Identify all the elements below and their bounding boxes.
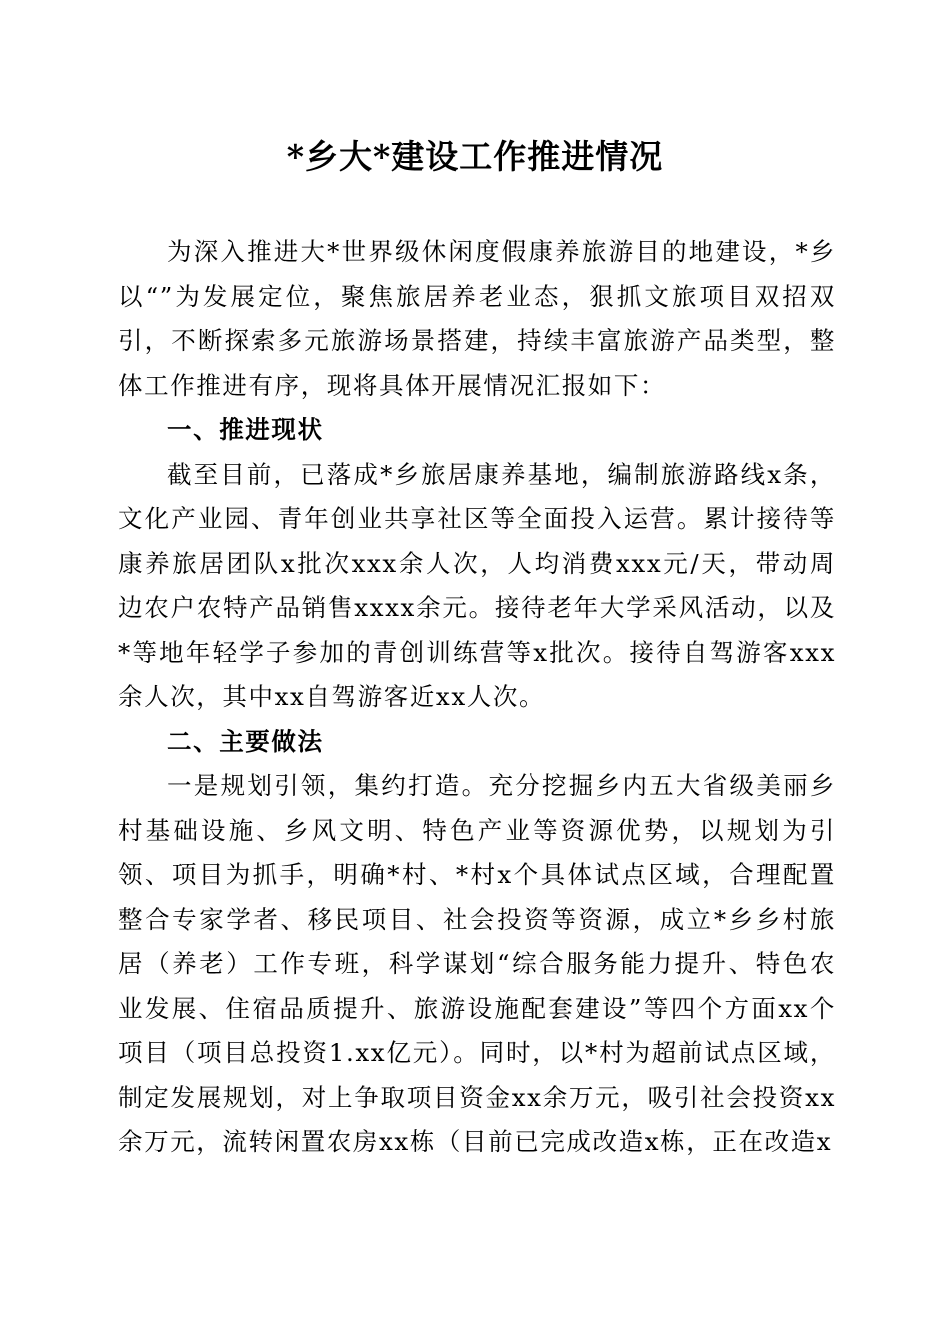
- intro-paragraph: 为深入推进大*世界级休闲度假康养旅游目的地建设，*乡以“”为发展定位，聚焦旅居养老业态，狠抓文旅项目双招双引，不断探索多元旅游场景搭建，持续丰富旅游产品类型，整体工作推进有序，现将具体开展情况汇报如下：: [118, 237, 836, 400]
- document-title: *乡大*建设工作推进情况: [286, 137, 664, 176]
- methods-paragraph: 一是规划引领，集约打造。充分挖掘乡内五大省级美丽乡村基础设施、乡风文明、特色产业等资源优势，以规划为引领、项目为抓手，明确*村、*村x个具体试点区域，合理配置整合专家学者、移民项目、社会投资等资源，成立*乡乡村旅居（养老）工作专班，科学谋划“综合服务能力提升、特色农业发展、住宿品质提升、旅游设施配套建设”等四个方面xx个项目（项目总投资1.xx亿元）。同时，以*村为超前试点区域，制定发展规划，对上争取项目资金xx余万元，吸引社会投资xx余万元，流转闲置农房xx栋（目前已完成改造x栋，正在改造x: [118, 771, 836, 1156]
- status-paragraph: 截至目前，已落成*乡旅居康养基地，编制旅游路线x条，文化产业园、青年创业共享社区等全面投入运营。累计接待等康养旅居团队x批次xxx余人次，人均消费xxx元/天，带动周边农户农特产品销售xxxx余元。接待老年大学采风活动，以及*等地年轻学子参加的青创训练营等x批次。接待自驾游客xxx余人次，其中xx自驾游客近xx人次。: [118, 459, 836, 711]
- document-body: [118, 230, 836, 1165]
- section-heading-methods: 二、主要做法: [167, 726, 324, 756]
- section-heading-status: 一、推进现状: [167, 415, 324, 444]
